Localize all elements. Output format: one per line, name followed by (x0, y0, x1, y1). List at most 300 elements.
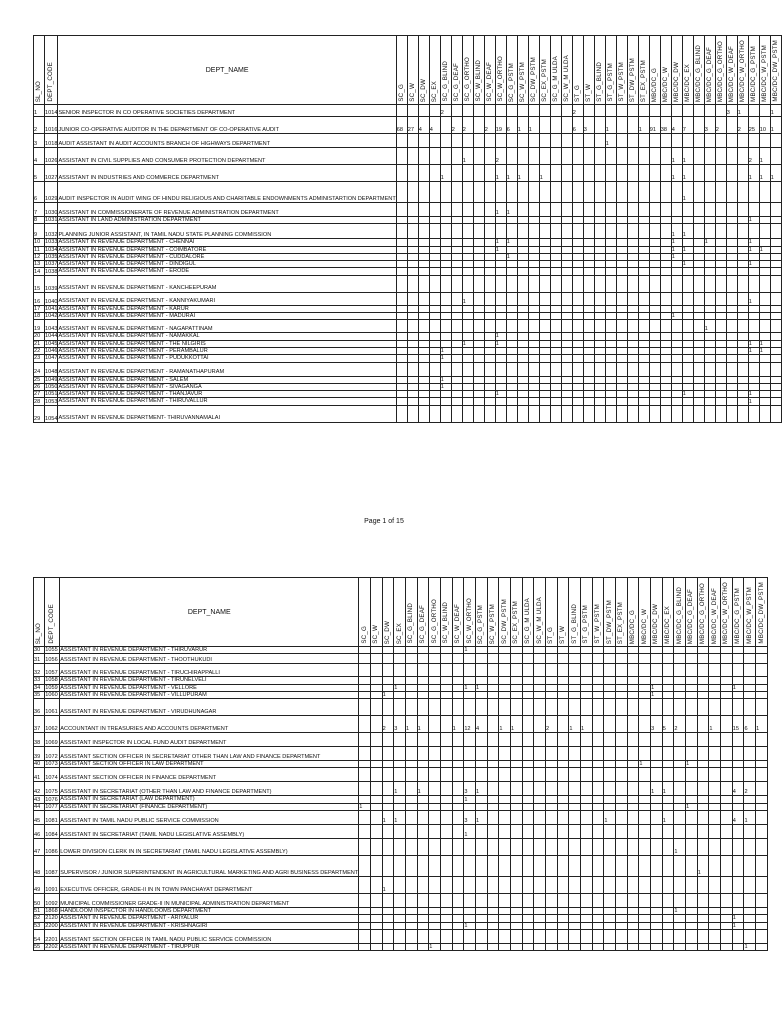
vacancy-cell (660, 134, 671, 148)
vacancy-cell (473, 148, 484, 165)
vacancy-cell (569, 782, 581, 796)
vacancy-cell (528, 246, 539, 253)
vacancy-cell (627, 362, 638, 376)
vacancy-cell (759, 398, 770, 405)
vacancy-cell (686, 839, 698, 856)
vacancy-cell (506, 355, 517, 362)
vacancy-cell (359, 664, 371, 677)
vacancy-cell (382, 796, 394, 803)
vacancy-cell (528, 217, 539, 224)
vacancy-cell (581, 699, 593, 716)
vacancy-cell (704, 224, 715, 239)
vacancy-cell (662, 768, 674, 782)
vacancy-cell (506, 376, 517, 383)
vacancy-cell (583, 134, 594, 148)
vacancy-cell (697, 699, 709, 716)
vacancy-cell: 3 (704, 117, 715, 134)
vacancy-cell (616, 217, 627, 224)
vacancy-cell (583, 165, 594, 182)
vacancy-cell (499, 747, 511, 761)
vacancy-cell (605, 376, 616, 383)
vacancy-cell (429, 268, 440, 275)
vacancy-cell (581, 761, 593, 768)
vacancy-cell (429, 654, 441, 664)
vacancy-cell (484, 313, 495, 320)
vacancy-cell (583, 320, 594, 333)
vacancy-cell (715, 148, 726, 165)
vacancy-cell (605, 224, 616, 239)
vacancy-cell (462, 253, 473, 260)
vacancy-cell (581, 684, 593, 691)
vacancy-cell (616, 117, 627, 134)
dept-name-cell: ASSISTANT SECTION OFFICER IN LAW DEPARTMENT (60, 761, 359, 768)
vacancy-cell (396, 383, 407, 390)
table-row (34, 148, 782, 165)
vacancy-cell (495, 134, 506, 148)
vacancy-cell (382, 922, 394, 929)
table-row (34, 825, 768, 839)
vacancy-cell (674, 684, 686, 691)
dept-name-cell: ASSISTANT IN REVENUE DEPARTMENT - KARUR (58, 305, 396, 312)
dept-name-cell: ASSISTANT SECTION OFFICER IN SECRETARIAT OTHER THAN LAW AND FINANCE DEPARTMENT (60, 747, 359, 761)
vacancy-cell (651, 699, 663, 716)
vacancy-cell (715, 305, 726, 312)
serial-number-cell: 40 (34, 761, 45, 768)
vacancy-cell (464, 929, 476, 943)
vacancy-cell (557, 811, 569, 825)
vacancy-cell (581, 825, 593, 839)
dept-name-cell: ASSISTANT IN REVENUE DEPARTMENT - SIVAGANGA (58, 383, 396, 390)
vacancy-cell (451, 405, 462, 422)
vacancy-cell (522, 908, 534, 915)
col-header-label: SC_EX_PSTM (540, 59, 548, 102)
vacancy-cell (499, 894, 511, 908)
vacancy-cell (487, 747, 499, 761)
vacancy-cell: 1 (744, 943, 756, 950)
col-header-label: SC_W_BLIND (442, 602, 450, 644)
vacancy-cell (396, 105, 407, 117)
serial-number-cell: 42 (34, 782, 45, 796)
vacancy-cell (660, 203, 671, 217)
vacancy-cell (737, 398, 748, 405)
vacancy-cell (550, 313, 561, 320)
vacancy-cell: 1 (462, 340, 473, 347)
vacancy-cell (744, 894, 756, 908)
col-header-sc-g (396, 36, 407, 105)
vacancy-cell (370, 856, 382, 877)
vacancy-cell (528, 340, 539, 347)
vacancy-cell (594, 292, 605, 305)
vacancy-cell (572, 405, 583, 422)
col-header-mbc-dc-g-deaf (704, 36, 715, 105)
vacancy-cell (583, 355, 594, 362)
vacancy-cell (405, 929, 417, 943)
vacancy-cell (539, 340, 550, 347)
vacancy-cell (616, 825, 628, 839)
vacancy-cell (592, 677, 604, 684)
vacancy-cell (756, 654, 768, 664)
vacancy-cell (604, 782, 616, 796)
vacancy-cell (394, 825, 406, 839)
vacancy-cell (594, 217, 605, 224)
vacancy-cell (382, 733, 394, 747)
vacancy-cell (721, 733, 733, 747)
vacancy-cell (405, 684, 417, 691)
vacancy-cell (534, 733, 546, 747)
vacancy-cell (709, 929, 721, 943)
col-header-label: SC_W (408, 83, 416, 102)
dept-name-cell: ASSISTANT IN TAMIL NADU PUBLIC SERVICE COMMISSION (60, 811, 359, 825)
vacancy-cell (693, 148, 704, 165)
vacancy-cell: 1 (671, 239, 682, 246)
vacancy-cell (511, 733, 523, 747)
vacancy-cell (638, 268, 649, 275)
vacancy-cell (396, 333, 407, 340)
vacancy-cell (462, 347, 473, 354)
vacancy-cell (697, 796, 709, 803)
vacancy-cell (682, 292, 693, 305)
vacancy-cell (473, 347, 484, 354)
vacancy-cell (517, 333, 528, 340)
vacancy-cell (407, 275, 418, 292)
serial-number-cell: 46 (34, 825, 45, 839)
vacancy-cell (592, 929, 604, 943)
vacancy-cell (592, 716, 604, 733)
vacancy-cell (561, 105, 572, 117)
dept-name-cell: ACCOUNTANT IN TREASURIES AND ACCOUNTS DEPARTMENT (60, 716, 359, 733)
vacancy-cell (370, 747, 382, 761)
vacancy-cell (417, 664, 429, 677)
vacancy-cell (539, 105, 550, 117)
vacancy-cell (721, 929, 733, 943)
vacancy-cell (484, 333, 495, 340)
vacancy-cell (604, 647, 616, 654)
vacancy-cell (407, 246, 418, 253)
vacancy-cell (534, 922, 546, 929)
serial-number-cell: 37 (34, 716, 45, 733)
dept-name-cell: ASSISTANT IN INDUSTRIES AND COMMERCE DEPARTMENT (58, 165, 396, 182)
vacancy-cell (627, 929, 639, 943)
vacancy-cell (517, 355, 528, 362)
vacancy-cell: 1 (528, 117, 539, 134)
dept-code-cell: 1084 (45, 825, 60, 839)
vacancy-cell (417, 691, 429, 698)
col-header-mbc-dc-w-ortho (737, 36, 748, 105)
vacancy-cell (462, 362, 473, 376)
col-header-sc-g-pstm (506, 36, 517, 105)
vacancy-cell: 2 (440, 105, 451, 117)
vacancy-cell (359, 943, 371, 950)
vacancy-cell (407, 217, 418, 224)
vacancy-cell (495, 275, 506, 292)
table-row (34, 839, 768, 856)
vacancy-cell (396, 398, 407, 405)
vacancy-cell (572, 239, 583, 246)
vacancy-cell (605, 275, 616, 292)
vacancy-cell (557, 699, 569, 716)
vacancy-cell (484, 203, 495, 217)
dept-code-cell: 1087 (45, 856, 60, 877)
vacancy-cell (462, 105, 473, 117)
vacancy-cell (539, 224, 550, 239)
vacancy-cell (517, 268, 528, 275)
vacancy-cell (394, 796, 406, 803)
vacancy-cell (726, 313, 737, 320)
vacancy-cell (604, 894, 616, 908)
vacancy-cell (546, 733, 558, 747)
vacancy-cell (726, 398, 737, 405)
vacancy-cell (517, 405, 528, 422)
vacancy-cell (557, 877, 569, 894)
vacancy-cell: 1 (671, 246, 682, 253)
vacancy-cell (594, 305, 605, 312)
dept-code-cell: 1073 (45, 761, 60, 768)
table-row (34, 313, 782, 320)
vacancy-cell (539, 182, 550, 203)
dept-code-cell: 1091 (45, 877, 60, 894)
vacancy-cell (674, 768, 686, 782)
dept-code-cell: 1026 (45, 148, 58, 165)
vacancy-cell (517, 134, 528, 148)
vacancy-cell (662, 654, 674, 664)
vacancy-cell (517, 313, 528, 320)
vacancy-cell (693, 355, 704, 362)
vacancy-cell (686, 915, 698, 922)
vacancy-cell: 1 (495, 239, 506, 246)
vacancy-cell (359, 877, 371, 894)
vacancy-cell (674, 699, 686, 716)
col-header-mbc-dc-g (627, 578, 639, 647)
vacancy-cell (417, 929, 429, 943)
table-row (34, 943, 768, 950)
col-header-sc-w-pstm (517, 36, 528, 105)
vacancy-cell (452, 894, 464, 908)
vacancy-cell (737, 340, 748, 347)
vacancy-cell (561, 239, 572, 246)
vacancy-cell (715, 333, 726, 340)
vacancy-cell: 4 (429, 117, 440, 134)
vacancy-cell (487, 664, 499, 677)
vacancy-cell (475, 856, 487, 877)
vacancy-cell (561, 275, 572, 292)
col-header-st-g (546, 578, 558, 647)
vacancy-cell: 1 (440, 383, 451, 390)
vacancy-cell (517, 148, 528, 165)
vacancy-cell: 2 (462, 117, 473, 134)
vacancy-cell (592, 768, 604, 782)
col-header-mbc-dc-g-pstm (732, 578, 744, 647)
table-row (34, 405, 782, 422)
vacancy-cell (517, 347, 528, 354)
vacancy-cell (429, 699, 441, 716)
vacancy-cell (396, 347, 407, 354)
vacancy-cell: 38 (660, 117, 671, 134)
vacancy-cell (726, 376, 737, 383)
vacancy-cell (418, 261, 429, 268)
vacancy-cell (511, 915, 523, 922)
vacancy-cell (484, 405, 495, 422)
vacancy-cell (462, 261, 473, 268)
vacancy-cell (557, 647, 569, 654)
vacancy-cell (662, 733, 674, 747)
vacancy-cell (528, 292, 539, 305)
col-header-mbc-dc-w (639, 578, 651, 647)
vacancy-table-page-1 (33, 35, 782, 423)
vacancy-cell (429, 684, 441, 691)
col-header-sc-w-blind (473, 36, 484, 105)
vacancy-cell (638, 224, 649, 239)
vacancy-cell: 19 (495, 117, 506, 134)
vacancy-cell (616, 391, 627, 398)
vacancy-cell: 2 (382, 716, 394, 733)
vacancy-cell (495, 261, 506, 268)
vacancy-cell: 1 (382, 877, 394, 894)
vacancy-cell (429, 292, 440, 305)
vacancy-cell (473, 134, 484, 148)
vacancy-cell (539, 398, 550, 405)
vacancy-cell (693, 224, 704, 239)
vacancy-table-page-2 (33, 577, 768, 951)
vacancy-cell (726, 347, 737, 354)
vacancy-cell (627, 839, 639, 856)
vacancy-cell (452, 747, 464, 761)
vacancy-cell (464, 654, 476, 664)
vacancy-cell (594, 376, 605, 383)
dept-name-cell: ASSISTANT IN SECRETARIAT (OTHER THAN LAW AND FINANCE DEPARTMENT) (60, 782, 359, 796)
vacancy-cell (604, 716, 616, 733)
vacancy-cell (649, 224, 660, 239)
vacancy-cell (674, 943, 686, 950)
vacancy-cell (495, 305, 506, 312)
table-row (34, 268, 782, 275)
vacancy-cell (748, 383, 759, 390)
vacancy-cell (616, 246, 627, 253)
vacancy-cell (487, 825, 499, 839)
vacancy-cell (616, 134, 627, 148)
vacancy-cell (721, 908, 733, 915)
vacancy-cell (682, 347, 693, 354)
vacancy-cell (534, 943, 546, 950)
vacancy-cell (484, 134, 495, 148)
vacancy-cell (682, 340, 693, 347)
vacancy-cell (715, 313, 726, 320)
vacancy-cell (715, 239, 726, 246)
vacancy-cell (528, 224, 539, 239)
vacancy-cell (660, 383, 671, 390)
vacancy-cell (604, 803, 616, 810)
vacancy-cell (721, 915, 733, 922)
vacancy-cell (506, 224, 517, 239)
vacancy-cell (604, 856, 616, 877)
vacancy-cell (440, 246, 451, 253)
vacancy-cell (429, 333, 440, 340)
vacancy-cell (744, 908, 756, 915)
vacancy-cell (649, 261, 660, 268)
vacancy-cell (682, 398, 693, 405)
col-header-sc-g-ortho (429, 578, 441, 647)
vacancy-cell (638, 182, 649, 203)
vacancy-cell (534, 684, 546, 691)
vacancy-cell: 1 (682, 148, 693, 165)
dept-code-cell: 1076 (45, 796, 60, 803)
vacancy-cell (651, 894, 663, 908)
vacancy-cell (592, 825, 604, 839)
vacancy-cell (528, 362, 539, 376)
vacancy-cell: 1 (748, 165, 759, 182)
vacancy-cell (674, 733, 686, 747)
col-header-label: SC_EX_PSTM (512, 601, 520, 644)
vacancy-cell (697, 929, 709, 943)
vacancy-cell (451, 320, 462, 333)
vacancy-cell (359, 929, 371, 943)
vacancy-cell (440, 320, 451, 333)
vacancy-cell (581, 654, 593, 664)
vacancy-cell (638, 333, 649, 340)
vacancy-cell (440, 333, 451, 340)
vacancy-cell (639, 747, 651, 761)
dept-name-cell: ASSISTANT IN REVENUE DEPARTMENT - MADURAI (58, 313, 396, 320)
dept-code-cell: 1072 (45, 747, 60, 761)
vacancy-cell (499, 825, 511, 839)
vacancy-cell (604, 825, 616, 839)
vacancy-cell (732, 677, 744, 684)
vacancy-cell (499, 922, 511, 929)
vacancy-cell (473, 305, 484, 312)
vacancy-cell (396, 305, 407, 312)
vacancy-cell (583, 383, 594, 390)
vacancy-cell (506, 333, 517, 340)
vacancy-cell (370, 733, 382, 747)
vacancy-cell (581, 691, 593, 698)
vacancy-cell (487, 699, 499, 716)
col-header-label: SC_W_M ULDA (562, 55, 570, 102)
vacancy-cell (616, 253, 627, 260)
vacancy-cell (572, 333, 583, 340)
vacancy-cell (418, 203, 429, 217)
col-header-label: MBC/DC_DW (652, 604, 660, 644)
vacancy-cell (440, 134, 451, 148)
vacancy-cell (721, 782, 733, 796)
vacancy-cell (709, 894, 721, 908)
vacancy-cell (756, 733, 768, 747)
vacancy-cell (616, 856, 628, 877)
vacancy-cell (638, 362, 649, 376)
vacancy-cell (495, 182, 506, 203)
vacancy-cell (370, 894, 382, 908)
vacancy-cell (572, 362, 583, 376)
vacancy-cell (726, 182, 737, 203)
vacancy-cell (528, 165, 539, 182)
vacancy-cell (495, 362, 506, 376)
vacancy-cell (639, 768, 651, 782)
vacancy-cell (473, 391, 484, 398)
vacancy-cell (462, 383, 473, 390)
vacancy-cell (484, 355, 495, 362)
vacancy-cell (440, 877, 452, 894)
vacancy-cell (506, 148, 517, 165)
vacancy-cell (704, 305, 715, 312)
vacancy-cell (671, 333, 682, 340)
vacancy-cell: 1 (495, 203, 506, 217)
table-row (34, 105, 782, 117)
vacancy-cell: 1 (506, 203, 517, 217)
vacancy-cell (581, 677, 593, 684)
vacancy-cell (550, 134, 561, 148)
vacancy-cell: 1 (394, 782, 406, 796)
vacancy-cell: 1 (495, 165, 506, 182)
vacancy-cell (418, 148, 429, 165)
vacancy-cell (748, 105, 759, 117)
